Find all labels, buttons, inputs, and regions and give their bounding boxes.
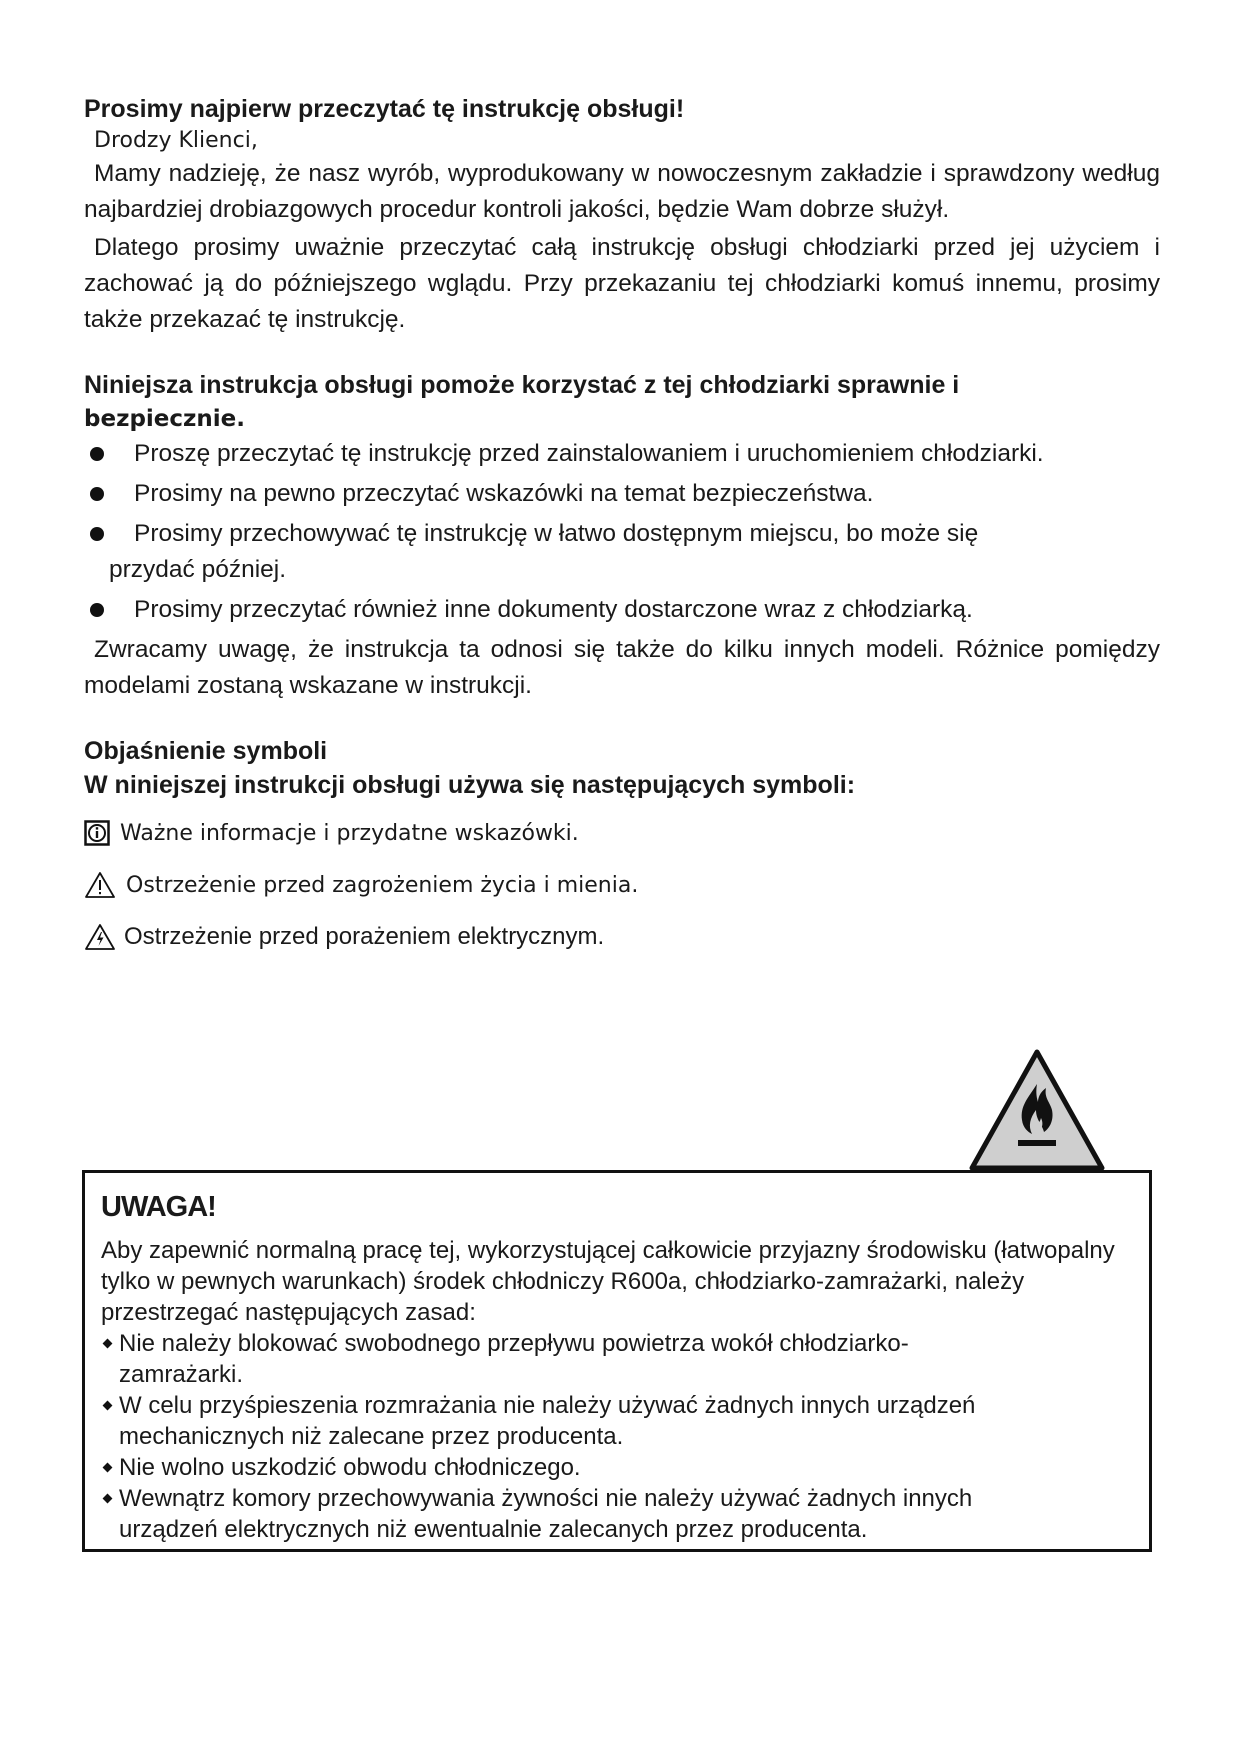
intro-paragraph-2-text: Dlatego prosimy uważnie przeczytać całą instrukcję obsługi chłodziarki przed jej użyciem i zachować ją do późniejszego wglądu. Przy przekazaniu tej chłodziarki komuś innemu, prosimy także przekazać tę instrukcję. [84, 234, 1160, 333]
bullet-dot-icon [90, 447, 104, 461]
symbol-row-info [84, 812, 1160, 854]
document-page [84, 92, 1160, 958]
bullet-text: Proszę przeczytać tę instrukcję przed zainstalowaniem i uruchomieniem chłodziarki. [134, 440, 1044, 467]
symbols-subheading: W niniejszej instrukcji obsługi używa się następujących symboli: [84, 771, 856, 799]
list-item [101, 1390, 1131, 1452]
bullet-dot-icon [90, 487, 104, 501]
symbol-info-text: Ważne informacje i przydatne wskazówki. [120, 820, 579, 846]
flammable-warning-icon [968, 1048, 1106, 1172]
warning-bullet-continuation: zamrażarki. [119, 1361, 244, 1388]
warning-box [82, 1170, 1152, 1552]
list-item [101, 1483, 1131, 1545]
warning-bullet-text: Nie wolno uszkodzić obwodu chłodniczego. [119, 1454, 581, 1481]
bullet-text: Prosimy przechowywać tę instrukcję w łatwo dostępnym miejscu, bo może się [134, 520, 979, 547]
symbol-electric-text: Ostrzeżenie przed porażeniem elektrycznym. [124, 923, 605, 950]
electric-warning-icon [84, 923, 116, 951]
intro-paragraph-1-text: Mamy nadzieję, że nasz wyrób, wyprodukowany w nowoczesnym zakładzie i sprawdzony według najbardziej drobiazgowych procedur kontroli jakości, będzie Wam dobrze służył. [84, 160, 1160, 223]
list-item [101, 1328, 1131, 1390]
spacer [84, 338, 1160, 368]
warning-triangle-icon [84, 871, 116, 899]
list-item [84, 516, 1160, 588]
models-note-text: Zwracamy uwagę, że instrukcja ta odnosi się także do kilku innych modeli. Różnice pomiędzy modelami zostaną wskazane w instrukcji. [84, 636, 1160, 699]
symbol-row-warning [84, 864, 1160, 906]
warning-bullet-list [101, 1328, 1131, 1545]
intro-paragraph-1 [84, 156, 1160, 228]
guide-bullet-list [84, 436, 1160, 628]
bullet-text-continuation: przydać później. [109, 556, 287, 583]
greeting: Drodzy Klienci, [94, 128, 258, 153]
bullet-text: Prosimy przeczytać również inne dokumenty dostarczone wraz z chłodziarką. [134, 596, 973, 623]
warning-intro: Aby zapewnić normalną pracę tej, wykorzystującej całkowicie przyjazny środowisku (łatwopalny tylko w pewnych warunkach) środek chłodniczy R600a, chłodziarko-zamrażarki, należy przestrzegać następujących zasad: [101, 1237, 1115, 1326]
warning-bullet-text: W celu przyśpieszenia rozmrażania nie należy używać żadnych innych urządzeń [119, 1392, 976, 1419]
list-item [101, 1452, 1131, 1483]
warning-bullet-continuation: mechanicznych niż zalecane przez producenta. [119, 1423, 624, 1450]
symbols-heading: Objaśnienie symboli [84, 737, 328, 765]
intro-paragraph-2 [84, 230, 1160, 338]
warning-bullet-text: Wewnątrz komory przechowywania żywności nie należy używać żadnych innych [119, 1485, 973, 1512]
symbol-row-electric [84, 916, 1160, 958]
list-item [84, 436, 1160, 472]
list-item [84, 592, 1160, 628]
bullet-dot-icon [90, 527, 104, 541]
info-icon [84, 820, 110, 846]
intro-heading: Prosimy najpierw przeczytać tę instrukcję obsługi! [84, 95, 685, 123]
guide-heading-line-1: Niniejsza instrukcja obsługi pomoże korzystać z tej chłodziarki sprawnie i [84, 371, 960, 399]
guide-heading [84, 368, 1160, 436]
bullet-text: Prosimy na pewno przeczytać wskazówki na temat bezpieczeństwa. [134, 480, 874, 507]
models-note [84, 632, 1160, 704]
guide-heading-line-2: bezpiecznie. [84, 406, 246, 432]
warning-title: UWAGA! [101, 1191, 216, 1223]
warning-bullet-continuation: urządzeń elektrycznych niż ewentualnie zalecanych przez producenta. [119, 1516, 868, 1543]
warning-bullet-text: Nie należy blokować swobodnego przepływu powietrza wokół chłodziarko- [119, 1330, 909, 1357]
bullet-dot-icon [90, 603, 104, 617]
spacer [84, 704, 1160, 734]
symbol-warning-text: Ostrzeżenie przed zagrożeniem życia i mienia. [126, 872, 639, 898]
list-item [84, 476, 1160, 512]
